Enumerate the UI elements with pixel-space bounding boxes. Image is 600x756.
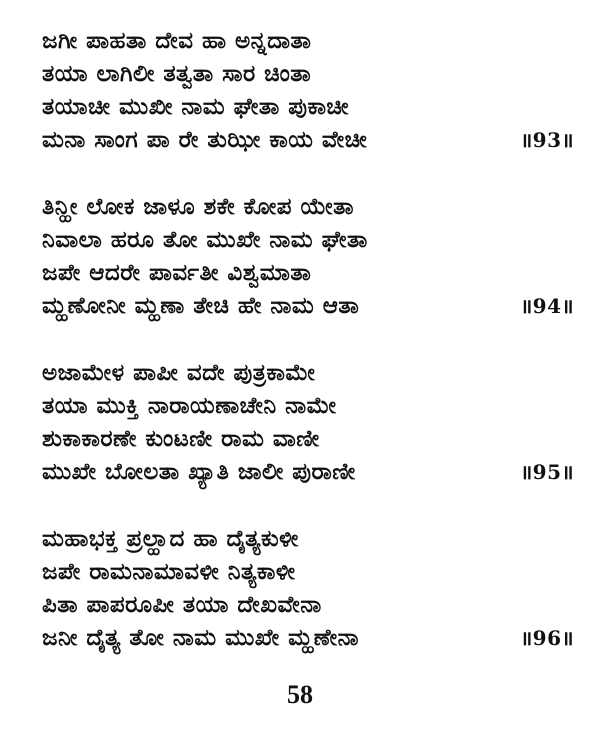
verse-line (42, 124, 582, 157)
verse-number: ॥94॥ (520, 294, 574, 318)
verse-number: ॥95॥ (520, 460, 574, 484)
verse-number: ॥96॥ (520, 626, 574, 650)
verse-number: ॥93॥ (520, 128, 574, 152)
verse-line: ತಿನ್ಹೀ ಲೋಕ ಜಾಳೂ ಶಕೇ ಕೋಪ ಯೇತಾ (42, 194, 354, 220)
verse-line-text: ಮುಖೇ ಬೋಲತಾ ಖ್ಯಾತಿ ಜಾಲೀ ಪುರಾಣೀ (42, 459, 356, 485)
verse-line: ತಯಾ ಮುಕ್ತಿ ನಾರಾಯಣಾಚೇನಿ ನಾಮೇ (42, 393, 337, 419)
verse-line: ತಯಾಚೀ ಮುಖೀ ನಾಮ ಘೇತಾ ಪುಕಾಚೀ (42, 94, 350, 120)
stanza-95 (42, 357, 582, 489)
verse-line: ಶುಕಾಕಾರಣೇ ಕುಂಟಣೀ ರಾಮ ವಾಣೀ (42, 426, 320, 452)
verse-line (42, 456, 582, 489)
verse-line: ಜಪೇ ಆದರೇ ಪಾರ್ವತೀ ವಿಶ್ವಮಾತಾ (42, 260, 312, 286)
verse-line: ಮಹಾಭಕ್ತ ಪ್ರಲ್ಹಾದ ಹಾ ದೈತ್ಯಕುಳೀ (42, 526, 299, 552)
verse-line: ತಯಾ ಲಾಗಿಲೀ ತತ್ವತಾ ಸಾರ ಚಿಂತಾ (42, 61, 312, 87)
verse-line-text: ಮನಾ ಸಾಂಗ ಪಾ ರೇ ತುಝೀ ಕಾಯ ವೇಚೀ (42, 127, 368, 153)
verse-line: ಪಿತಾ ಪಾಪರೂಪೀ ತಯಾ ದೇಖವೇನಾ (42, 592, 322, 618)
verse-line-text: ಜನೀ ದೈತ್ಯ ತೋ ನಾಮ ಮುಖೇ ಮ್ಹಣೇನಾ (42, 625, 360, 651)
stanza-93 (42, 25, 582, 157)
verse-line: ಜಗೀ ಪಾಹತಾ ದೇವ ಹಾ ಅನ್ನದಾತಾ (42, 28, 312, 54)
page-number: 58 (287, 680, 313, 709)
verse-line: ನಿವಾಲಾ ಹರೂ ತೋ ಮುಖೇ ನಾಮ ಘೇತಾ (42, 227, 368, 253)
stanza-96 (42, 523, 582, 655)
verse-line (42, 622, 582, 655)
verse-line: ಜಪೇ ರಾಮನಾಮಾವಳೀ ನಿತ್ಯಕಾಳೀ (42, 559, 296, 585)
verse-line-text: ಮ್ಹಣೋನೀ ಮ್ಹಣಾ ತೇಚಿ ಹೇ ನಾಮ ಆತಾ (42, 293, 360, 319)
stanza-94 (42, 191, 582, 323)
verse-line: ಅಜಾಮೇಳ ಪಾಪೀ ವದೇ ಪುತ್ರಕಾಮೇ (42, 360, 316, 386)
verse-line (42, 290, 582, 323)
